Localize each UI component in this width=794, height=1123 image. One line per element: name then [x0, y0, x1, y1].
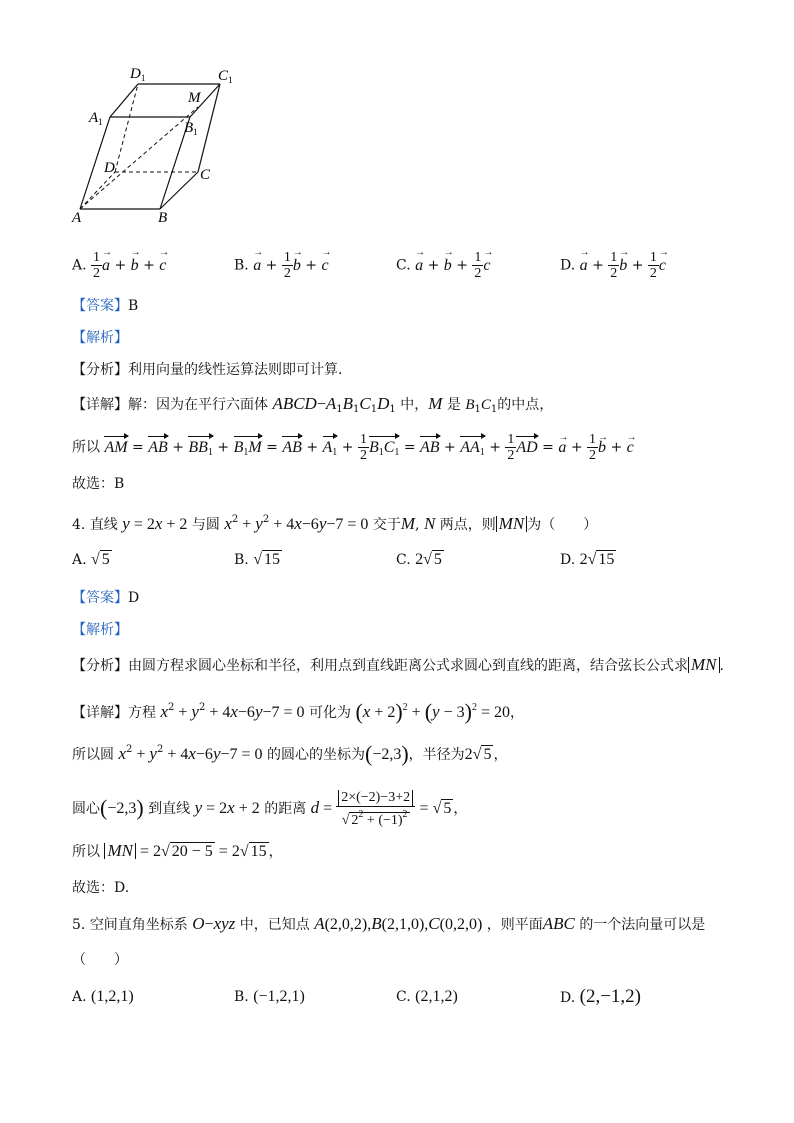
q5-option-a: A. (1,2,1) — [72, 988, 134, 1005]
q3-derivation: 所以 AM = AB + $BB_1 + B_1M$ = AB + $A_1$ + $\frac{1}{2}$ $B_1C_1$ = AB + $AA_1$ + $\frac{1}{2}$ AD = → a + $\frac{1}{2}$ → b + → c — [72, 432, 634, 463]
q4-option-b: B. √ 15 — [234, 551, 280, 568]
label-m: M — [188, 90, 201, 106]
label-d1: $D_1$ — [130, 66, 146, 83]
q4-fenxi: 【分析】由圆方程求圆心坐标和半径，利用点到直线距离公式求圆心到直线的距离，结合弦长公式求 MN . — [72, 655, 724, 674]
q3-option-b: B. → a + $\frac{1}{2}$ → b + → c — [234, 250, 329, 281]
label-a1: $A_1$ — [89, 110, 103, 127]
q3-guxuan: 故选：B — [72, 476, 125, 492]
q4-xiangjie-2: 所以圆 $x^2 + y^2 + 4x-6y-7 = 0$ 的圆心的坐标为(−2,3)，半径为2√ 5 ， — [72, 741, 508, 766]
q5-stem: 5. 空间直角坐标系 O−xyz 中，已知点 A(2,0,2),B(2,1,0),C(0,2,0) ，则平面ABC 的一个法向量可以是 — [72, 914, 706, 933]
q4-xiangjie-3: 圆心(−2,3) 到直线 y = 2x + 2 的距离 d = $\frac{2\times(-2)-3+2}{√ 2^2 + (-1)^2}$ = √ 5 ， — [72, 790, 468, 828]
q4-xiangjie-1: 【详解】方程 $x^2 + y^2 + 4x-6y-7 = 0$ 可化为 $(x + 2)^2 + (y - 3)^2 = 20$， — [72, 699, 524, 724]
q4-option-a: A. √ 5 — [72, 551, 110, 568]
q3-answer: 【答案】B — [72, 298, 139, 314]
q3-option-c: C. → a + → b + $\frac{1}{2}$ → c — [396, 250, 491, 281]
q4-stem: 4. 直线 y = 2x + 2 与圆 $x^2 + y^2 + 4x-6y-7 = 0$ 交于M, N 两点，则 MN 为（ ） — [72, 514, 598, 533]
q4-option-c: C. 2√ 5 — [396, 551, 442, 568]
q3-option-a: A. $\frac{1}{2}$ → a + → b + → c — [72, 250, 166, 281]
q5-option-c: C. (2,1,2) — [396, 988, 458, 1005]
q3-fenxi: 【分析】利用向量的线性运算法则即可计算. — [72, 362, 343, 378]
q4-xiangjie-4: 所以 MN = 2√ 20 − 5 = 2√ 15 ， — [72, 841, 283, 860]
label-c1: $C_1$ — [218, 68, 233, 85]
q3-analysis-tag: 【解析】 — [72, 330, 128, 346]
q3-option-d: D. → a + $\frac{1}{2}$ → b + $\frac{1}{2}$ → c — [560, 250, 666, 281]
q4-guxuan: 故选：D. — [72, 880, 130, 896]
label-c: C — [200, 167, 211, 183]
q4-option-d: D. 2√ 15 — [560, 551, 615, 568]
label-a: A — [72, 210, 82, 226]
q4-analysis-tag: 【解析】 — [72, 622, 128, 638]
q5-option-b: B. (−1,2,1) — [234, 988, 305, 1005]
label-d: D — [104, 160, 115, 176]
q5-paren: （ ） — [72, 952, 128, 968]
q4-answer: 【答案】D — [72, 590, 140, 606]
label-b1: $B_1$ — [184, 120, 198, 137]
parallelepiped-figure — [70, 62, 250, 227]
q3-xiangjie: 【详解】解：因为在平行六面体 $ABCD-A_1B_1C_1D_1$ 中，M 是 $B_1C_1$的中点， — [72, 394, 554, 415]
q5-option-d: D. (2,−1,2) — [560, 986, 642, 1007]
label-b: B — [158, 210, 168, 226]
